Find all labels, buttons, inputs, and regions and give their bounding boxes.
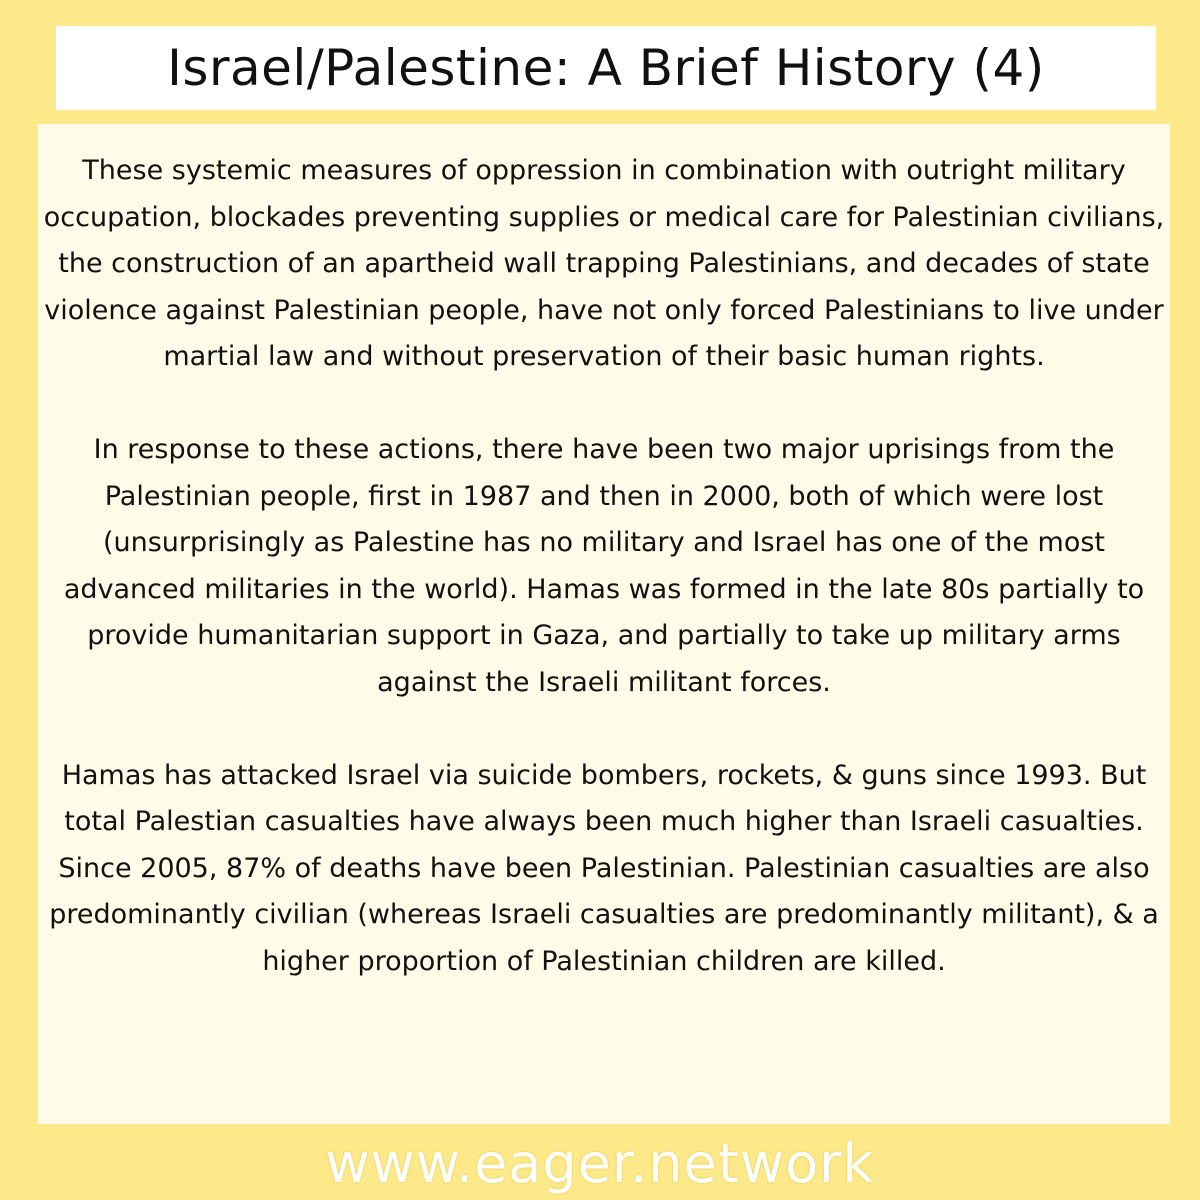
content-panel [38, 124, 1170, 1124]
paragraph-uprisings: In response to these actions, there have been two major uprisings from the Palestinian people, first in 1987 and then in 2000, both of which were lost (unsurprisingly as Palestine has no military and Israel has one of the most advanced militaries in the world). Hamas was formed in the late 80s partially to provide humanitarian support in Gaza, and partially to take up military arms against the Israeli militant forces. [63, 434, 1145, 698]
title-banner [56, 26, 1156, 110]
paragraph-casualties: Hamas has attacked Israel via suicide bombers, rockets, & guns since 1993. But total Palestian casualties have always been much higher than Israeli casualties. Since 2005, 87% of deaths have been Palestinian. Palestinian casualties are also predominantly civilian (whereas Israeli casualties are predominantly militant), & a higher proportion of Palestinian children are killed. [49, 759, 1159, 977]
paragraph-oppression: These systemic measures of oppression in combination with outright military occupation, blockades preventing supplies or medical care for Palestinian civilians, the construction of an apartheid wall trapping Palestinians, and decades of state violence against Palestinian people, have not only forced Palestinians to live under martial law and without preservation of their basic human rights. [43, 155, 1165, 372]
page-title: Israel/Palestine: A Brief History (4) [167, 39, 1045, 97]
footer-url: www.eager.network [325, 1131, 875, 1195]
